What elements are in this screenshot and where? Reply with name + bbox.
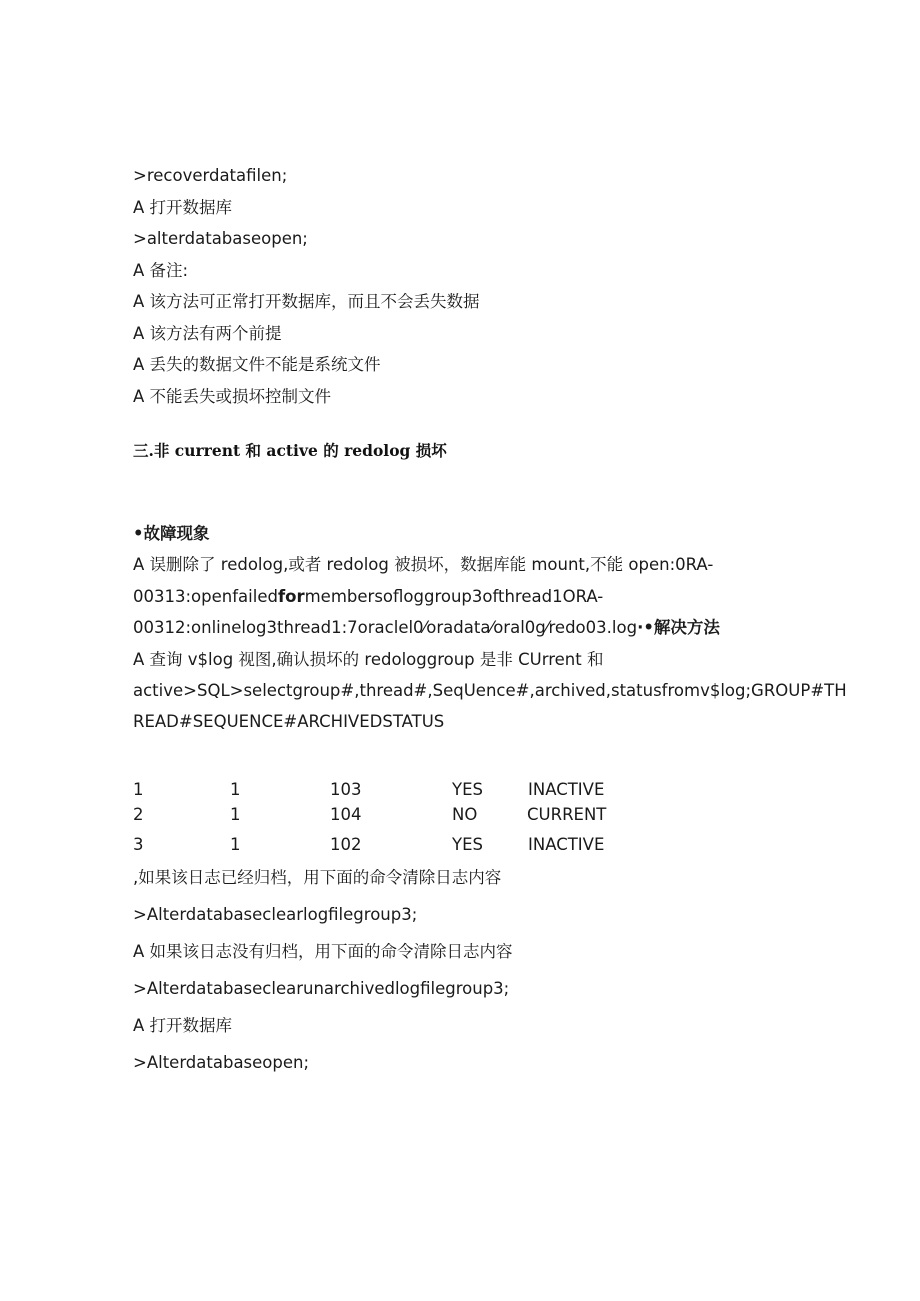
command-alter-database-open-final: >Alterdatabaseopen; bbox=[133, 1053, 310, 1072]
solution-line-2: active>SQL>selectgroup#,thread#,SeqUence#,archived,statusfromv$log;GROUP#TH bbox=[133, 681, 847, 700]
table-cell-sequence: 104 bbox=[330, 805, 362, 824]
symptom-heading: •故障现象 bbox=[133, 524, 210, 543]
table-cell-thread: 1 bbox=[230, 780, 241, 799]
table-cell-group: 3 bbox=[133, 835, 144, 854]
step-open-database-final: A 打开数据库 bbox=[133, 1016, 233, 1035]
command-alter-database-open: >alterdatabaseopen; bbox=[133, 229, 308, 248]
table-cell-archived: YES bbox=[452, 780, 483, 799]
table-cell-archived: YES bbox=[452, 835, 483, 854]
note-line-4: A 不能丢失或损坏控制文件 bbox=[133, 387, 332, 406]
command-recover-datafile: >recoverdatafilen; bbox=[133, 166, 288, 185]
note-line-3: A 丢失的数据文件不能是系统文件 bbox=[133, 355, 381, 374]
note-line-2: A 该方法有两个前提 bbox=[133, 324, 282, 343]
table-cell-status: CURRENT bbox=[527, 805, 607, 824]
table-cell-thread: 1 bbox=[230, 835, 241, 854]
table-cell-group: 1 bbox=[133, 780, 144, 799]
symptom-line-3-path: 00312:onlinelog3thread1:7oraclel0⁄oradata⁄oral0g⁄redo03.log bbox=[133, 618, 638, 637]
solution-heading: ·•解决方法 bbox=[637, 618, 720, 637]
symptom-line-2-part-a: 00313:openfailed bbox=[133, 587, 278, 606]
note-line-1: A 该方法可正常打开数据库，而且不会丢失数据 bbox=[133, 292, 480, 311]
command-clear-unarchived-logfile: >Alterdatabaseclearunarchivedlogfilegroup3; bbox=[133, 979, 510, 998]
symptom-line-2 bbox=[133, 586, 603, 608]
note-label: A 备注: bbox=[133, 261, 189, 280]
step-open-database: A 打开数据库 bbox=[133, 198, 233, 217]
clear-unarchived-condition: A 如果该日志没有归档，用下面的命令清除日志内容 bbox=[133, 942, 513, 961]
table-cell-sequence: 102 bbox=[330, 835, 362, 854]
symptom-line-3 bbox=[133, 617, 720, 639]
table-cell-thread: 1 bbox=[230, 805, 241, 824]
symptom-line-2-part-c: membersofloggroup3ofthread1ORA- bbox=[304, 587, 604, 606]
table-cell-status: INACTIVE bbox=[528, 835, 605, 854]
symptom-line-2-bold-for: for bbox=[277, 587, 305, 606]
table-cell-sequence: 103 bbox=[330, 780, 362, 799]
table-cell-group: 2 bbox=[133, 805, 144, 824]
section-heading: 三.非 current 和 active 的 redolog 损坏 bbox=[133, 441, 447, 460]
command-clear-logfile: >Alterdatabaseclearlogfilegroup3; bbox=[133, 905, 418, 924]
symptom-line-1: A 误删除了 redolog,或者 redolog 被损坏，数据库能 mount,不能 open:0RA- bbox=[133, 555, 714, 574]
solution-line-1: A 查询 v$log 视图,确认损坏的 redologgroup 是非 CUrrent 和 bbox=[133, 650, 604, 669]
clear-log-condition: ,如果该日志已经归档，用下面的命令清除日志内容 bbox=[133, 868, 502, 887]
table-cell-status: INACTIVE bbox=[528, 780, 605, 799]
table-cell-archived: NO bbox=[452, 805, 478, 824]
solution-line-3: READ#SEQUENCE#ARCHIVEDSTATUS bbox=[133, 712, 445, 731]
